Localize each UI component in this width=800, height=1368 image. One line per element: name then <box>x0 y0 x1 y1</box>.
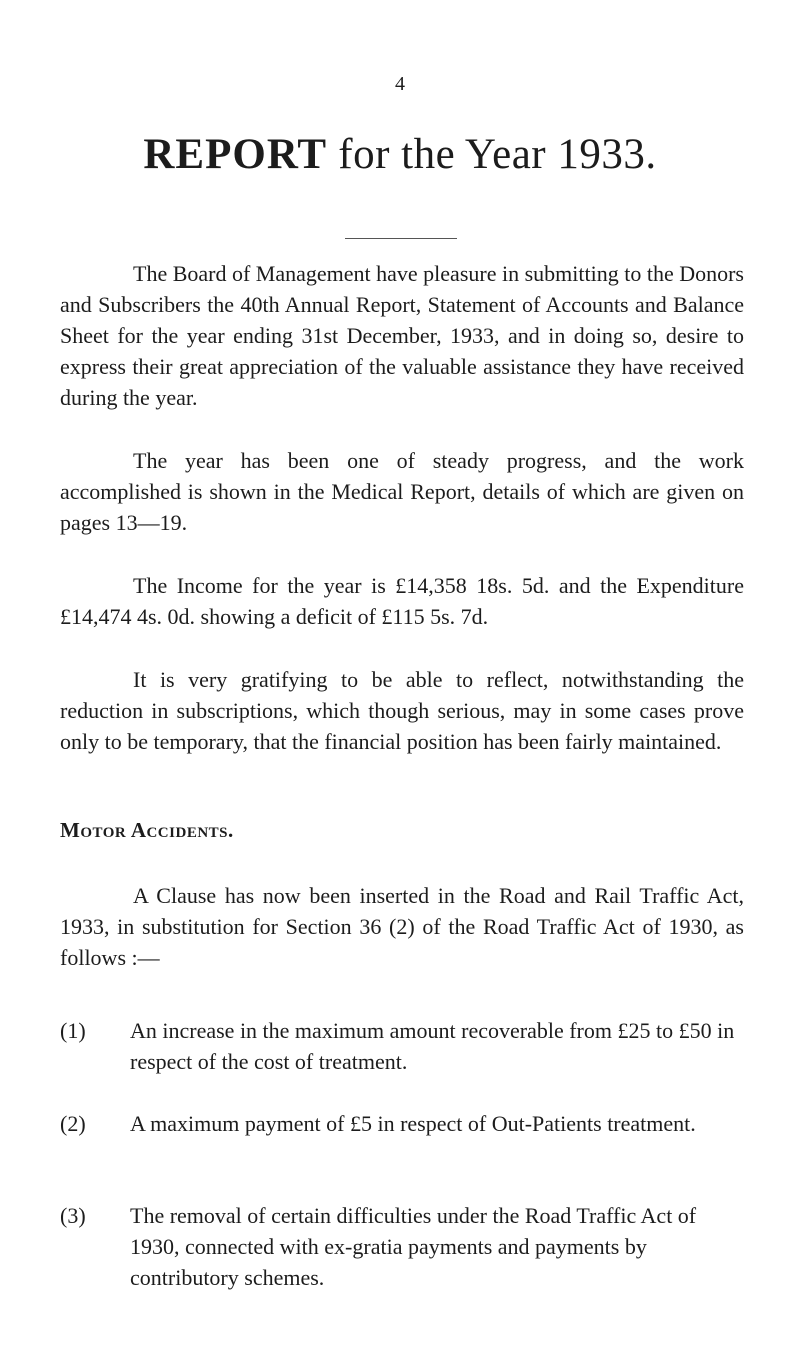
paragraph-income: The Income for the year is £14,358 18s. 5d. and the Expenditure £14,474 4s. 0d. showing a deficit of £115 5s. 7d. <box>60 573 744 629</box>
section-heading-motor-accidents: Motor Accidents. <box>60 818 234 842</box>
list-item-number: (3) <box>60 1203 86 1228</box>
paragraph-clause: A Clause has now been inserted in the Road and Rail Traffic Act, 1933, in substitution for Section 36 (2) of the Road Traffic Act of 1930, as follows :— <box>60 883 744 970</box>
list-item-number: (2) <box>60 1111 86 1136</box>
list-item-text: A maximum payment of £5 in respect of Out-Patients treatment. <box>130 1111 696 1136</box>
paragraph-financial-position: It is very gratifying to be able to reflect, notwithstanding the reduction in subscriptions, which though serious, may in some cases prove only to be temporary, that the financial position has been fairly maintained. <box>60 667 744 754</box>
title-divider <box>345 238 457 239</box>
page-title <box>0 130 800 179</box>
list-item-text: An increase in the maximum amount recoverable from £25 to £50 in respect of the cost of treatment. <box>130 1018 735 1074</box>
title-rest: for the Year 1933. <box>327 131 657 178</box>
title-report-word: REPORT <box>143 131 328 178</box>
list-item-number: (1) <box>60 1018 86 1043</box>
page-number: 4 <box>395 73 405 95</box>
paragraph-intro: The Board of Management have pleasure in submitting to the Donors and Subscribers the 40th Annual Report, Statement of Accounts and Balance Sheet for the year ending 31st December, 1933, and in doing so, desire to express their great appreciation of the valuable assistance they have received during the year. <box>60 261 744 410</box>
list-item-text: The removal of certain difficulties under the Road Traffic Act of 1930, connected with ex-gratia payments and payments by contributory schemes. <box>130 1203 697 1290</box>
paragraph-progress: The year has been one of steady progress, and the work accomplished is shown in the Medical Report, details of which are given on pages 13—19. <box>60 448 744 535</box>
